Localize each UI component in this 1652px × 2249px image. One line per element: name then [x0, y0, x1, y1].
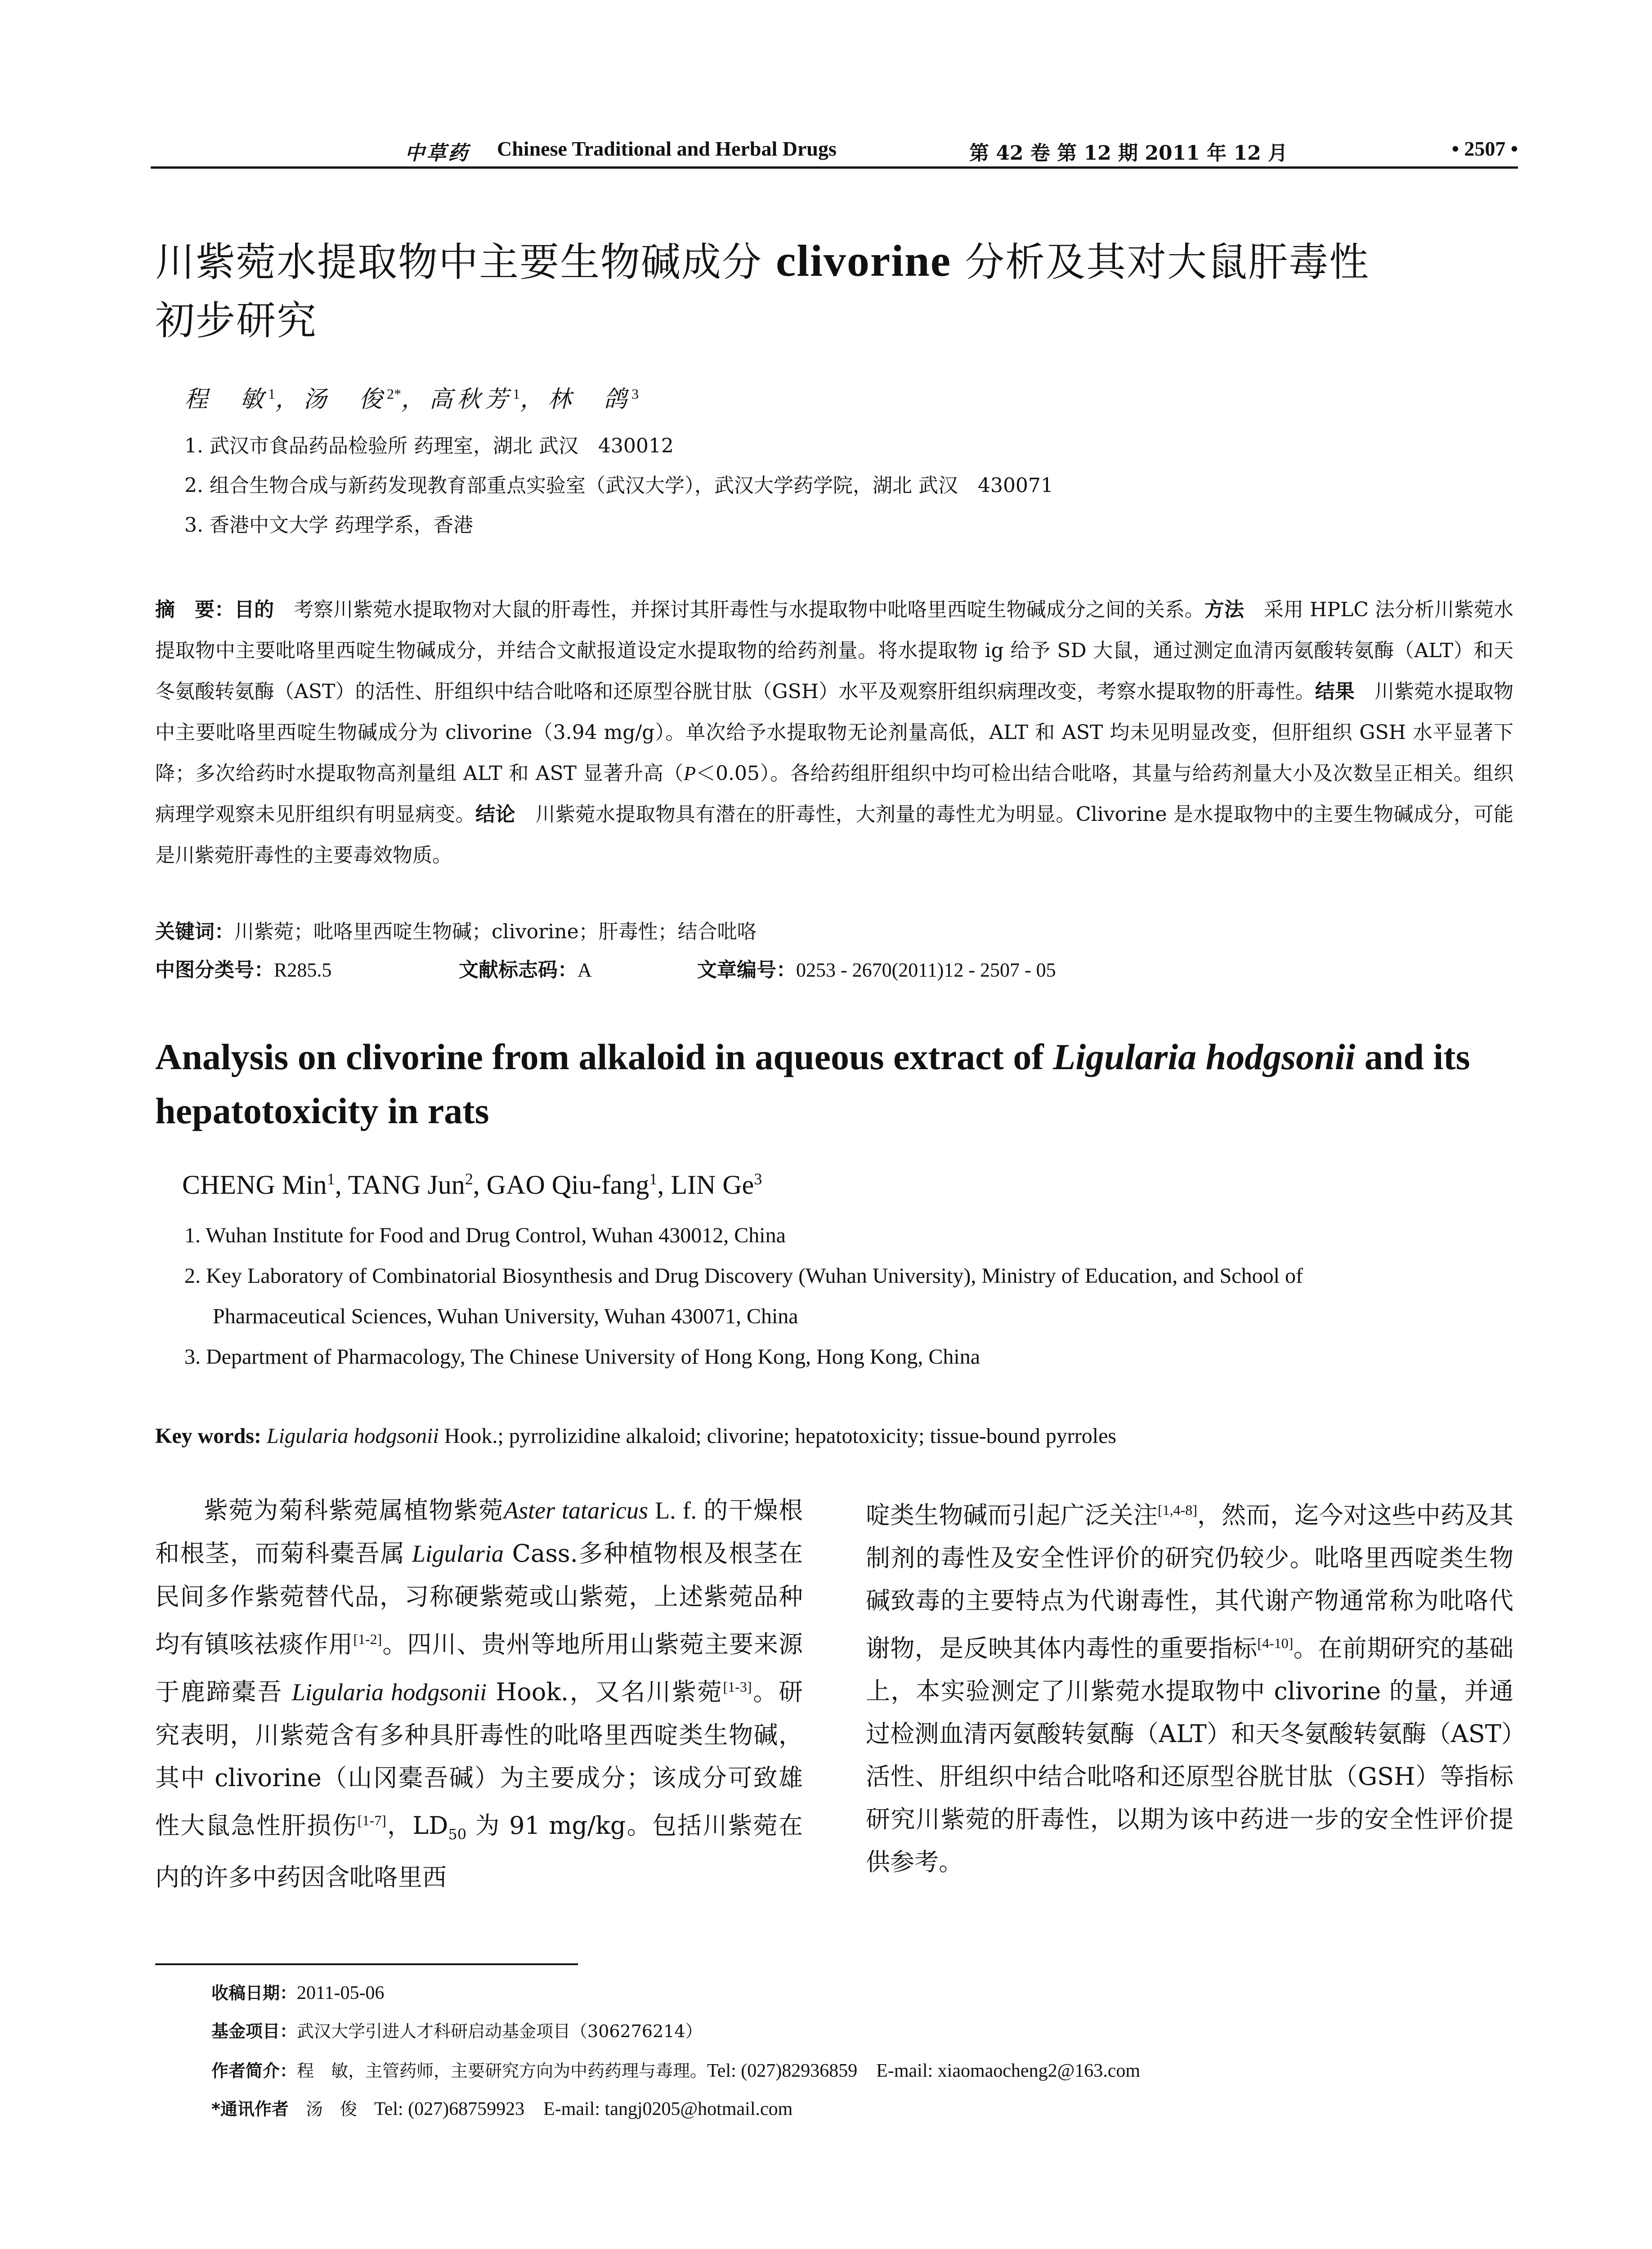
genus-name: Ligularia: [412, 1540, 504, 1567]
affiliation-cn: 2. 组合生物合成与新药发现教育部重点实验室（武汉大学），武汉大学药学院，湖北 武汉 430071: [184, 474, 1053, 497]
abstract-conclusion: 川紫菀水提取物具有潜在的肝毒性，大剂量的毒性尤为明显。Clivorine 是水提取物中的主要生物碱成分，可能是川紫菀肝毒性的主要毒效物质。: [155, 803, 1514, 867]
keywords-en-label: Key words:: [155, 1424, 261, 1448]
authors-cn: 程 敏$^1$，汤 俊$^{2*}$，高秋芳$^1$，林 鸽$^3$: [184, 385, 639, 413]
corr-label: *通讯作者: [211, 2099, 289, 2119]
author-affil-sup: 2*: [387, 385, 402, 402]
authors-en: CHENG Min$^1$, TANG Jun$^2$, GAO Qiu-fang$^1$, LIN Ge$^3$: [182, 1170, 762, 1200]
body-text: 紫菀为菊科紫菀属植物紫菀: [204, 1496, 504, 1524]
citation: [1-3]: [723, 1679, 752, 1695]
clc-code: R285.5: [274, 959, 332, 981]
author-cn: 汤 俊: [303, 386, 387, 413]
citation: [4-10]: [1257, 1635, 1294, 1651]
bio-label: 作者简介：: [211, 2061, 297, 2081]
affiliation-en-2: 2. Key Laboratory of Combinatorial Biosynthesis and Drug Discovery (Wuhan University), Ministry of Education, and School of: [184, 1264, 1303, 1288]
abstract-method: 采用 HPLC 法分析川紫菀水提取物中主要吡咯里西啶生物碱成分，并结合文献报道设定水提取物的给药剂量。将水提取物 ig 给予 SD 大鼠，通过测定血清丙氨酸转氨酶（ALT）和天冬氨酸转氨酶（AST）的活性、肝组织中结合吡咯和还原型谷胱甘肽（GSH）水平及观察肝组织病理改变，考察水提取物的肝毒性。: [155, 598, 1514, 703]
body-text: 啶类生物碱而引起广泛关注: [866, 1501, 1158, 1529]
body-paragraph: [155, 1489, 803, 1899]
fund-label: 基金项目：: [211, 2021, 297, 2041]
author-affil-sup: 1: [327, 1170, 335, 1188]
author-affil-sup: 1: [268, 385, 276, 402]
abstract-label: 摘 要：: [155, 598, 235, 621]
abstract-result-cont: ＜0.05）。各给药组肝组织中均可检出结合吡咯，其量与给药剂量大小及次数呈正相关。组织病理学观察未见肝组织有明显病变。: [155, 762, 1514, 826]
page-number: • 2507 •: [1451, 137, 1518, 160]
body-text: 。在前期研究的基础上，本实验测定了川紫菀水提取物中 clivorine 的量，并通过检测血清丙氨酸转氨酶（ALT）和天冬氨酸转氨酶（AST）活性、肝组织中结合吡咯和还原型谷胱甘肽（GSH）等指标研究川紫菀的肝毒性，以期为该中药进一步的安全性评价提供参考。: [866, 1634, 1514, 1876]
author-affil-sup: 1: [649, 1170, 658, 1188]
affiliation-en-2-cont: Pharmaceutical Sciences, Wuhan University, Wuhan 430071, China: [213, 1304, 798, 1328]
affiliation-en-1: 1. Wuhan Institute for Food and Drug Control, Wuhan 430012, China: [184, 1223, 786, 1247]
affiliation-en-3: 3. Department of Pharmacology, The Chinese University of Hong Kong, Hong Kong, China: [184, 1345, 980, 1369]
body-text: L. f. 的干燥根和根茎，而菊科橐吾属: [155, 1497, 803, 1567]
author-affil-sup: 3: [754, 1170, 762, 1188]
classification-line: [155, 954, 1513, 985]
species-name: Ligularia hodgsonii: [291, 1679, 487, 1706]
received-date: 2011-05-06: [297, 1983, 385, 2003]
title-cn-compound: clivorine: [775, 236, 952, 286]
article-number-label: 文章编号：: [697, 959, 796, 981]
author-affil-sup: 1: [513, 385, 520, 402]
citation: [1-2]: [353, 1631, 382, 1647]
article-title-cn: [155, 232, 1482, 350]
author-affil-sup: 3: [631, 385, 639, 402]
article-title-en: [155, 1030, 1518, 1138]
bio-text: 程 敏，主管药师，主要研究方向为中药药理与毒理。: [297, 2061, 707, 2081]
title-cn-part2: 分析及其对大鼠肝毒性: [951, 239, 1370, 285]
title-en-species: Ligularia hodgsonii: [1053, 1036, 1356, 1077]
footnote-author-bio: [211, 2056, 1140, 2083]
author-en: TANG Jun: [348, 1170, 465, 1200]
body-text: ，然而，迄今对这些中药及其制剂的毒性及安全性评价的研究仍较少。吡咯里西啶类生物碱致毒的主要特点为代谢毒性，其代谢产物通常称为吡咯代谢物，是反映其体内毒性的重要指标: [866, 1501, 1514, 1662]
abstract-objective: 考察川紫菀水提取物对大鼠的肝毒性，并探讨其肝毒性与水提取物中吡咯里西啶生物碱成分之间的关系。: [274, 598, 1204, 621]
bio-contact: Tel: (027)82936859 E-mail: xiaomaocheng2@163.com: [707, 2061, 1141, 2081]
body-column-left: [155, 1489, 803, 1899]
conclusion-label: 结论: [475, 803, 515, 826]
doc-code-label: 文献标志码：: [459, 959, 578, 981]
body-text: Cass.多种植物根及根茎在民间多作紫菀替代品，习称硬紫菀或山紫菀，上述紫菀品种均有镇咳祛痰作用: [155, 1539, 803, 1658]
keywords-cn-label: 关键词：: [155, 920, 234, 943]
running-header: [151, 130, 1518, 166]
keywords-en: [155, 1424, 1116, 1448]
subscript: 50: [448, 1825, 467, 1843]
author-cn: 林 鸽: [548, 386, 632, 413]
title-cn-line2: 初步研究: [155, 297, 318, 344]
corr-contact: Tel: (027)68759923 E-mail: tangj0205@hotmail.com: [374, 2099, 793, 2119]
objective-label: 目的: [234, 598, 274, 621]
footnote-correspondence: [211, 2094, 792, 2121]
abstract-cn: [155, 589, 1513, 876]
clc-label: 中图分类号：: [155, 959, 274, 981]
journal-name-cn: 中草药: [405, 142, 470, 165]
keywords-en-species: Ligularia hodgsonii: [266, 1424, 439, 1448]
issue-info: 第 42 卷 第 12 期 2011 年 12 月: [969, 142, 1288, 165]
citation: [1-7]: [357, 1812, 386, 1828]
body-text: ，LD: [386, 1811, 448, 1840]
body-text: 。研究表明，川紫菀含有多种具肝毒性的吡咯里西啶类生物碱，其中 clivorine（山冈橐吾碱）为主要成分；该成分可致雄性大鼠急性肝损伤: [155, 1678, 803, 1840]
keywords-en-text: Hook.; pyrrolizidine alkaloid; clivorine; hepatotoxicity; tissue-bound pyrroles: [439, 1424, 1117, 1448]
journal-name-en: Chinese Traditional and Herbal Drugs: [497, 137, 837, 160]
author-cn: 高秋芳: [429, 386, 513, 413]
affiliation-cn: 3. 香港中文大学 药理学系，香港: [184, 514, 473, 537]
method-label: 方法: [1204, 598, 1244, 621]
author-en: LIN Ge: [671, 1170, 754, 1200]
article-number: 0253 - 2670(2011)12 - 2507 - 05: [796, 959, 1056, 981]
body-text: Hook.，又名川紫菀: [487, 1678, 723, 1706]
author-en: GAO Qiu-fang: [486, 1170, 649, 1200]
body-text: 为 91 mg/kg。包括川紫菀在内的许多中药因含吡咯里西: [155, 1811, 803, 1891]
keywords-cn: [155, 915, 757, 944]
citation: [1,4-8]: [1157, 1502, 1197, 1518]
received-label: 收稿日期：: [211, 1983, 297, 2003]
author-affil-sup: 2: [465, 1170, 473, 1188]
footnote-received: [211, 1979, 384, 2004]
keywords-cn-text: 川紫菀；吡咯里西啶生物碱；clivorine；肝毒性；结合吡咯: [234, 920, 757, 943]
result-label: 结果: [1315, 680, 1355, 703]
footnote-fund: [211, 2017, 703, 2042]
body-text: 。四川、贵州等地所用山紫菀主要来源于鹿蹄橐吾: [155, 1630, 803, 1706]
author-cn: 程 敏: [184, 386, 269, 413]
p-value-symbol: P: [684, 762, 696, 784]
abstract-result: 川紫菀水提取物中主要吡咯里西啶生物碱成分为 clivorine（3.94 mg/g）。单次给予水提取物无论剂量高低，ALT 和 AST 均未见明显改变，但肝组织 GSH 水平显著下降；多次给药时水提取物高剂量组 ALT 和 AST 显著升高（: [155, 680, 1513, 785]
footnote-rule: [155, 1963, 578, 1965]
title-en-part1: Analysis on clivorine from alkaloid in aqueous extract of: [155, 1036, 1053, 1077]
header-rule: [151, 166, 1518, 169]
corr-name: 汤 俊: [288, 2099, 374, 2119]
body-column-right: [866, 1489, 1513, 1883]
title-en-part2: and its hepatotoxicity in rats: [155, 1036, 1470, 1131]
doc-code: A: [578, 959, 592, 981]
author-en: CHENG Min: [182, 1170, 327, 1200]
affiliation-cn: 1. 武汉市食品药品检验所 药理室，湖北 武汉 430012: [184, 435, 674, 457]
body-paragraph: [866, 1489, 1513, 1883]
title-cn-part1: 川紫菀水提取物中主要生物碱成分: [155, 239, 776, 285]
fund-text: 武汉大学引进人才科研启动基金项目（306276214）: [297, 2021, 703, 2041]
affiliation-en: [184, 1215, 1516, 1377]
species-name: Aster tataricus: [503, 1497, 649, 1524]
